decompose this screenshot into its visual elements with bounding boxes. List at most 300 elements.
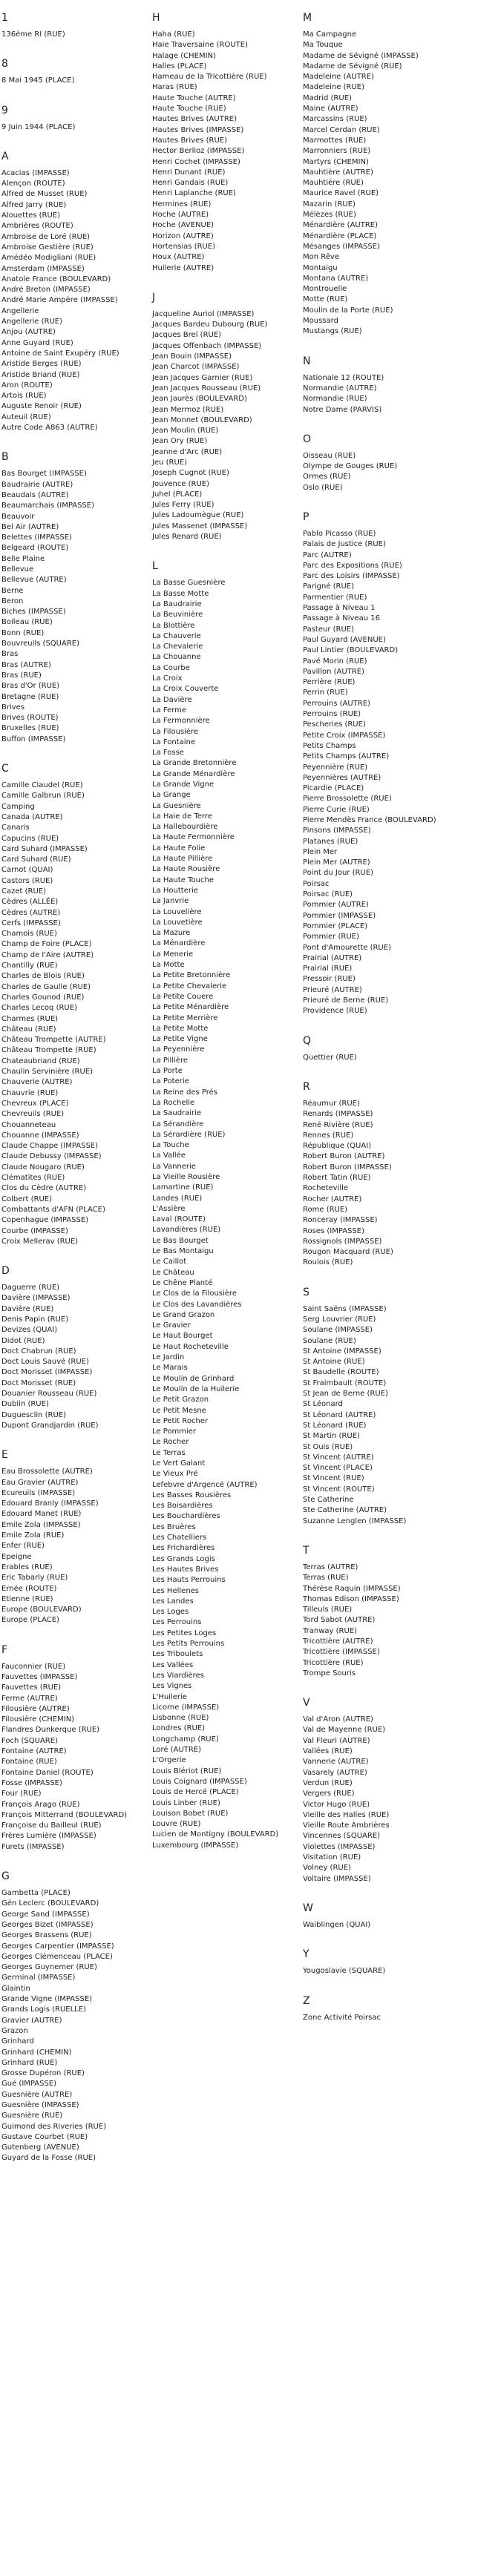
street-item: Alfred de Musset (RUE) (1, 190, 88, 199)
letter-section (152, 10, 312, 274)
street-item: Didot (RUE) (1, 1336, 45, 1345)
street-item: Artois (RUE) (1, 392, 47, 401)
street-item: Perrouins (AUTRE) (303, 699, 370, 708)
street-item: Frères Lumière (IMPASSE) (1, 1832, 96, 1841)
street-list (303, 1966, 462, 1977)
street-item: Visitation (RUE) (303, 1853, 361, 1862)
section-heading: V (303, 1697, 310, 1709)
street-item: Perrin (RUE) (303, 689, 348, 697)
street-item: Houx (AUTRE) (152, 253, 205, 262)
street-item: Passage à Niveau 1 (303, 604, 376, 613)
street-item: Fauvettes (RUE) (1, 1683, 62, 1692)
street-item: André Breton (IMPASSE) (1, 286, 91, 295)
street-item: Chamois (RUE) (1, 930, 57, 939)
street-item: Landes (RUE) (152, 1194, 203, 1203)
street-item: St Antoine (IMPASSE) (303, 1347, 382, 1356)
street-item: Copenhague (IMPASSE) (1, 1216, 89, 1225)
street-item: Mazarin (RUE) (303, 200, 356, 208)
letter-section (1, 1448, 161, 1626)
street-item: Cèdres (AUTRE) (1, 908, 61, 917)
street-item: Les Bouchardières (152, 1512, 220, 1521)
street-item: Jean Jacques Garnier (RUE) (152, 373, 253, 382)
letter-section (303, 1034, 462, 1063)
street-item: Les Basses Rousières (152, 1491, 232, 1499)
street-item: Chevreuils (RUE) (1, 1110, 65, 1119)
letter-section (152, 290, 312, 543)
street-item: Victor Hugo (RUE) (303, 1800, 370, 1809)
street-item: Haute Touche (AUTRE) (152, 93, 236, 102)
street-list (303, 1053, 462, 1063)
street-item: Emile Zola (RUE) (1, 1531, 65, 1540)
street-item: Dublin (RUE) (1, 1400, 49, 1409)
street-item: Jules Ferry (RUE) (152, 501, 215, 510)
street-item: La Sérardière (RUE) (152, 1130, 226, 1139)
street-item: Mon Rêve (303, 253, 339, 262)
street-item: Pommier (RUE) (303, 933, 359, 942)
street-item: Le Château (152, 1268, 194, 1277)
letter-section (1, 1869, 161, 2164)
street-item: Eau Gravier (AUTRE) (1, 1478, 79, 1487)
street-item: Doct Morisset (RUE) (1, 1379, 76, 1387)
section-heading: J (152, 291, 156, 303)
letter-section (303, 1285, 462, 1527)
street-item: Amsterdam (IMPASSE) (1, 264, 85, 273)
letter-section (303, 510, 462, 1017)
street-item: Germinal (IMPASSE) (1, 1974, 76, 1982)
street-item: Bruxelles (RUE) (1, 724, 59, 733)
street-list (1, 122, 161, 133)
street-item: Eau Brossolette (AUTRE) (1, 1468, 93, 1476)
street-item: St Vincent (PLACE) (303, 1464, 373, 1473)
street-item: La Baudrairie (152, 599, 202, 608)
street-item: Oslo (RUE) (303, 483, 343, 492)
street-item: La Porte (152, 1067, 183, 1076)
street-item: Jean Ory (RUE) (152, 437, 208, 446)
street-item: Val Fleuri (AUTRE) (303, 1736, 370, 1745)
street-item: 8 Mai 1945 (PLACE) (1, 76, 75, 85)
street-item: Mauhtière (AUTRE) (303, 168, 373, 177)
street-item: 136ème RI (RUE) (1, 30, 65, 39)
street-item: Hoche (AVENUE) (152, 221, 215, 230)
street-item: Notre Dame (PARVIS) (303, 405, 382, 414)
street-item: La Vieille Rousière (152, 1172, 220, 1181)
letter-section (1, 56, 161, 86)
street-item: Brives (1, 703, 25, 712)
street-item: Françoise du Bailleul (RUE) (1, 1821, 102, 1830)
street-item: La Haute Folie (152, 844, 206, 852)
street-item: La Rochelle (152, 1098, 195, 1107)
street-item: La Saudrairie (152, 1109, 202, 1118)
street-item: Guyard de la Fosse (RUE) (1, 2154, 96, 2163)
street-item: Le Petit Grazon (152, 1396, 209, 1404)
street-item: Grande Vigne (IMPASSE) (1, 1995, 93, 2004)
street-item: Parmentier (RUE) (303, 593, 367, 602)
street-item: Val de Mayenne (RUE) (303, 1726, 386, 1735)
street-item: St Vincent (ROUTE) (303, 1485, 375, 1494)
street-item: La Grande Bretonnière (152, 759, 237, 768)
street-item: Longchamp (RUE) (152, 1735, 219, 1744)
street-item: La Fontaine (152, 737, 196, 746)
street-item: Volney (RUE) (303, 1864, 351, 1873)
street-item: Quettier (RUE) (303, 1053, 357, 1062)
street-item: Poirsac (303, 879, 330, 888)
street-item: La Petite Motte (152, 1024, 209, 1033)
street-item: Juhel (PLACE) (152, 490, 203, 499)
street-item: Ambroise Gestière (RUE) (1, 243, 94, 252)
letter-section (1, 761, 161, 1247)
street-item: Pasteur (RUE) (303, 625, 355, 634)
street-item: Jean Mermoz (RUE) (152, 405, 224, 414)
street-item: Dupont Grandjardin (RUE) (1, 1421, 99, 1430)
street-item: La Janvrie (152, 897, 189, 906)
street-item: Château Trompette (AUTRE) (1, 1036, 106, 1045)
street-item: Grinhard (RUE) (1, 2058, 58, 2067)
street-item: Le Rocher (152, 1438, 189, 1447)
street-item: Camille Claudel (RUE) (1, 781, 83, 790)
street-item: Providence (RUE) (303, 1007, 367, 1016)
street-item: Foch (SQUARE) (1, 1736, 58, 1745)
street-item: La Croix Couverte (152, 685, 219, 694)
letter-section (303, 10, 462, 338)
section-heading: H (152, 12, 160, 24)
street-item: Henri Dunant (RUE) (152, 168, 226, 177)
street-item: La Petite Chevalerie (152, 982, 227, 990)
street-item: Belettes (IMPASSE) (1, 533, 72, 542)
street-item: Val d'Aron (AUTRE) (303, 1715, 373, 1724)
street-item: La Blottière (152, 621, 195, 630)
street-item: Alouettes (RUE) (1, 211, 60, 220)
street-item: George Sand (IMPASSE) (1, 1910, 90, 1919)
street-item: Voltaire (IMPASSE) (303, 1874, 371, 1883)
street-item: Mésanges (IMPASSE) (303, 242, 380, 251)
street-item: Georges Carpentier (IMPASSE) (1, 1942, 114, 1951)
street-list (303, 529, 462, 1017)
street-item: Le Pommier (152, 1427, 197, 1436)
street-item: Anatole France (BOULEVARD) (1, 275, 111, 283)
street-item: Saint Saëns (IMPASSE) (303, 1304, 387, 1313)
street-item: La Mazure (152, 929, 191, 938)
street-item: Joseph Cugnot (RUE) (152, 469, 229, 478)
street-item: Horizon (AUTRE) (152, 231, 214, 240)
street-item: Serg Louvrier (RUE) (303, 1315, 376, 1324)
street-item: La Haute Touche (152, 875, 214, 884)
street-item: Mauhtière (RUE) (303, 179, 364, 188)
street-list (303, 373, 462, 415)
street-item: Halles (PLACE) (152, 62, 207, 70)
street-item: Filousière (CHEMIN) (1, 1715, 75, 1724)
street-list (303, 2013, 462, 2023)
street-item: Doct Louis Sauvé (RUE) (1, 1358, 89, 1367)
street-item: La Vallée (152, 1151, 186, 1160)
street-item: Berne (1, 586, 24, 595)
section-heading: W (303, 1902, 313, 1914)
street-item: Jacques Brel (RUE) (152, 331, 222, 340)
street-item: Le Moulin de la Huilerie (152, 1384, 240, 1393)
street-item: Tilleuls (RUE) (303, 1606, 353, 1614)
street-item: Terras (AUTRE) (303, 1563, 358, 1571)
street-item: Belgeard (ROUTE) (1, 544, 69, 553)
street-item: Le Caillot (152, 1258, 187, 1266)
street-item: La Grange (152, 791, 191, 800)
street-list (303, 1304, 462, 1527)
letter-section (303, 354, 462, 415)
street-item: Madame de Sévigné (IMPASSE) (303, 51, 419, 60)
street-item: Fauvettes (IMPASSE) (1, 1673, 78, 1681)
street-item: Palais de Justice (RUE) (303, 540, 386, 549)
street-item: Zone Activité Poirsac (303, 2013, 381, 2022)
street-item: Doct Chabrun (RUE) (1, 1347, 76, 1356)
street-item: Peyennières (AUTRE) (303, 773, 382, 782)
street-item: La Haute Rousière (152, 865, 220, 874)
street-item: Jean Bouin (IMPASSE) (152, 352, 232, 361)
street-item: St Jean de Berne (RUE) (303, 1390, 388, 1399)
street-item: Louis Linber (RUE) (152, 1798, 220, 1807)
street-item: Prairial (RUE) (303, 965, 353, 973)
street-item: Fosse (IMPASSE) (1, 1778, 62, 1787)
street-item: Camping (1, 802, 35, 811)
street-item: Montrouelle (303, 285, 347, 294)
street-item: Vallées (RUE) (303, 1747, 353, 1756)
street-item: Fauconnier (RUE) (1, 1662, 66, 1671)
street-item: Anne Guyard (RUE) (1, 338, 73, 347)
street-item: St Vincent (AUTRE) (303, 1453, 374, 1462)
street-list (1, 76, 161, 86)
street-list (1, 30, 161, 40)
street-list (1, 1888, 161, 2164)
street-item: Luxembourg (IMPASSE) (152, 1841, 239, 1850)
street-item: Bel Air (AUTRE) (1, 522, 59, 531)
street-item: Claude Debussy (IMPASSE) (1, 1152, 102, 1161)
letter-section (1, 10, 161, 40)
section-heading: G (1, 1870, 10, 1883)
street-item: Cerfs (IMPASSE) (1, 919, 61, 927)
street-item: Ferme (AUTRE) (1, 1694, 58, 1703)
street-item: La Vannerie (152, 1162, 196, 1171)
street-item: Bonn (RUE) (1, 628, 45, 637)
letter-section (303, 1695, 462, 1885)
street-item: Bellevue (AUTRE) (1, 576, 67, 585)
street-item: Rome (RUE) (303, 1205, 348, 1214)
street-item: Lisbonne (RUE) (152, 1714, 209, 1723)
street-item: Lefebvre d'Argencé (AUTRE) (152, 1480, 258, 1489)
street-item: Haie Traversaine (ROUTE) (152, 41, 248, 50)
street-item: Charmes (RUE) (1, 1014, 59, 1023)
street-item: Tricottière (IMPASSE) (303, 1648, 380, 1657)
street-item: Erables (RUE) (1, 1563, 53, 1571)
street-item: Passage à Niveau 16 (303, 614, 380, 623)
street-item: Bras (RUE) (1, 671, 42, 680)
index-column-1 (1, 0, 161, 2181)
letter-section (303, 1901, 462, 1931)
street-item: Waiblingen (QUAI) (303, 1920, 371, 1929)
section-heading: E (1, 1449, 8, 1462)
letter-section (303, 432, 462, 493)
street-list (152, 309, 312, 543)
street-item: Grosse Dupéron (RUE) (1, 2069, 85, 2078)
street-item: Hector Berlioz (IMPASSE) (152, 147, 245, 156)
street-item: Pavillon (AUTRE) (303, 667, 364, 676)
street-item: Eric Tabarly (RUE) (1, 1574, 68, 1583)
section-heading: C (1, 763, 9, 775)
street-item: Hautes Brives (RUE) (152, 136, 228, 145)
street-item: La Davière (152, 695, 192, 704)
street-item: Montaigu (303, 263, 338, 272)
street-item: Roses (IMPASSE) (303, 1226, 364, 1235)
street-item: Aristide Berges (RUE) (1, 360, 82, 369)
street-item: Beaudais (AUTRE) (1, 490, 69, 499)
street-item: Vannerie (AUTRE) (303, 1758, 369, 1767)
street-list (303, 1920, 462, 1931)
street-item: Point du Jour (RUE) (303, 869, 373, 878)
section-heading: Y (303, 1948, 310, 1961)
street-item: Les Loges (152, 1608, 189, 1617)
street-item: Jacques Offenbach (IMPASSE) (152, 341, 262, 350)
street-item: Pierre Mendès France (BOULEVARD) (303, 816, 436, 824)
street-item: La Petite Couere (152, 992, 214, 1001)
street-list (152, 30, 312, 274)
street-item: Buffon (IMPASSE) (1, 735, 66, 743)
street-item: Aron (ROUTE) (1, 381, 53, 390)
street-item: Prairial (AUTRE) (303, 953, 362, 962)
street-item: Le Haut Bourget (152, 1332, 213, 1341)
street-item: Maurice Ravel (RUE) (303, 189, 379, 198)
street-item: Hautes Brives (IMPASSE) (152, 125, 244, 134)
street-list (1, 1662, 161, 1853)
street-item: Hoche (AUTRE) (152, 211, 209, 220)
street-item: Loré (AUTRE) (152, 1746, 202, 1755)
street-list (1, 1283, 161, 1431)
street-item: Guesnière (RUE) (1, 2112, 63, 2120)
street-item: Yougoslavie (SQUARE) (303, 1967, 386, 1976)
street-item: Jean Jacques Rousseau (RUE) (152, 384, 261, 392)
street-item: Fontaine (RUE) (1, 1758, 57, 1767)
street-item: Rougon Macquard (RUE) (303, 1248, 393, 1257)
street-item: Ste Catherine (AUTRE) (303, 1506, 387, 1515)
street-item: Jean Moulin (RUE) (152, 427, 219, 436)
section-heading: S (303, 1286, 310, 1298)
street-item: Les Hautes Brives (152, 1565, 219, 1574)
street-item: Réaumur (RUE) (303, 1099, 360, 1108)
street-item: St Léonard (RUE) (303, 1421, 367, 1430)
street-item: Le Clos des Lavandières (152, 1300, 242, 1309)
street-item: Charles de Gaulle (RUE) (1, 982, 91, 991)
street-item: Le Terras (152, 1448, 186, 1457)
street-item: Lucien de Montigny (BOULEVARD) (152, 1830, 279, 1839)
street-item: Gué (IMPASSE) (1, 2080, 57, 2089)
street-item: La Haie de Terre (152, 812, 212, 821)
street-item: Canada (AUTRE) (1, 812, 63, 821)
street-item: Tricottière (AUTRE) (303, 1637, 373, 1646)
street-item: L'Huilerie (152, 1692, 187, 1701)
letter-section (303, 1994, 462, 2023)
street-item: Le Vert Galant (152, 1459, 206, 1468)
street-item: Petite Croix (IMPASSE) (303, 731, 386, 740)
street-item: Fontaine Daniel (ROUTE) (1, 1768, 94, 1777)
street-item: Tranway (RUE) (303, 1626, 358, 1635)
street-item: Four (RUE) (1, 1790, 42, 1798)
street-item: Soulane (RUE) (303, 1336, 356, 1345)
street-item: Champ de l'Aire (AUTRE) (1, 950, 94, 959)
street-item: Glaintin (1, 1984, 30, 1993)
street-item: La Touche (152, 1141, 189, 1150)
street-item: Guimond des Riveries (RUE) (1, 2122, 107, 2131)
letter-section (303, 1080, 462, 1269)
street-item: Violettes (IMPASSE) (303, 1842, 376, 1851)
street-item: Georges Clémenceau (PLACE) (1, 1952, 113, 1961)
street-item: Pommier (AUTRE) (303, 901, 369, 910)
street-item: La Croix (152, 674, 183, 683)
letter-section (1, 1643, 161, 1853)
street-item: Acacias (IMPASSE) (1, 168, 70, 177)
street-list (1, 1467, 161, 1626)
street-item: Normandie (RUE) (303, 395, 367, 404)
street-item: Bellevue (1, 565, 34, 574)
street-item: Europe (BOULEVARD) (1, 1606, 82, 1614)
street-item: Beaumarchais (IMPASSE) (1, 502, 94, 510)
street-item: Bras (AUTRE) (1, 660, 51, 669)
street-item: Bras d'Or (RUE) (1, 682, 60, 691)
index-column-2 (152, 0, 312, 1867)
street-item: La Pillière (152, 1056, 188, 1065)
street-item: La Louvetière (152, 918, 203, 927)
street-item: Normandie (AUTRE) (303, 384, 377, 392)
street-item: Chaulin Servinière (RUE) (1, 1068, 94, 1077)
street-item: Grinhard (CHEMIN) (1, 2048, 72, 2057)
street-item: La Fosse (152, 749, 184, 758)
letter-section (1, 450, 161, 745)
street-item: Verdun (RUE) (303, 1778, 353, 1787)
street-item: Bas Bourget (IMPASSE) (1, 470, 87, 479)
street-item: Paul Guyard (AVENUE) (303, 635, 386, 644)
street-item: Grinhard (1, 2037, 34, 2046)
street-item: Motte (RUE) (303, 295, 348, 304)
street-item: Picardie (PLACE) (303, 784, 364, 793)
street-item: Terras (RUE) (303, 1574, 349, 1583)
street-item: Auguste Renoir (RUE) (1, 402, 82, 411)
street-item: Les Petits Perrouins (152, 1640, 225, 1649)
street-item: Ronceray (IMPASSE) (303, 1216, 378, 1225)
street-item: Roulois (RUE) (303, 1258, 353, 1267)
street-item: Vincennes (SQUARE) (303, 1832, 381, 1841)
letter-section (1, 103, 161, 133)
street-item: La Houtterie (152, 886, 198, 895)
street-item: Daguerre (RUE) (1, 1284, 60, 1292)
street-item: Jean Charcot (IMPASSE) (152, 363, 240, 372)
street-item: Aristide Briand (RUE) (1, 370, 80, 379)
street-item: Champ de Foire (PLACE) (1, 940, 92, 949)
street-item: Plein Mer (303, 847, 338, 856)
street-item: Chauverie (AUTRE) (1, 1078, 73, 1087)
street-item: Louis Blériot (RUE) (152, 1767, 222, 1775)
section-heading: T (303, 1544, 310, 1557)
street-item: Courbe (IMPASSE) (1, 1226, 68, 1235)
street-item: Haras (RUE) (152, 83, 197, 92)
street-item: Le Chêne Planté (152, 1278, 213, 1287)
street-item: Charles Lecoq (RUE) (1, 1004, 77, 1013)
street-item: Les Vignes (152, 1682, 192, 1691)
street-item: Parc des Expositions (RUE) (303, 561, 402, 570)
section-heading: 9 (1, 104, 8, 116)
street-item: Davière (IMPASSE) (1, 1294, 71, 1303)
street-item: St Léonard (AUTRE) (303, 1410, 376, 1419)
street-item: Gén Leclerc (BOULEVARD) (1, 1899, 99, 1908)
street-item: Belle Plaine (1, 554, 45, 563)
street-item: Henri Gandais (RUE) (152, 179, 229, 188)
street-item: Vieille Route Ambrières (303, 1821, 390, 1830)
street-item: Le Grand Grazon (152, 1310, 215, 1319)
street-item: Haute Touche (RUE) (152, 105, 226, 114)
street-item: Jacqueline Auriol (IMPASSE) (152, 309, 255, 318)
